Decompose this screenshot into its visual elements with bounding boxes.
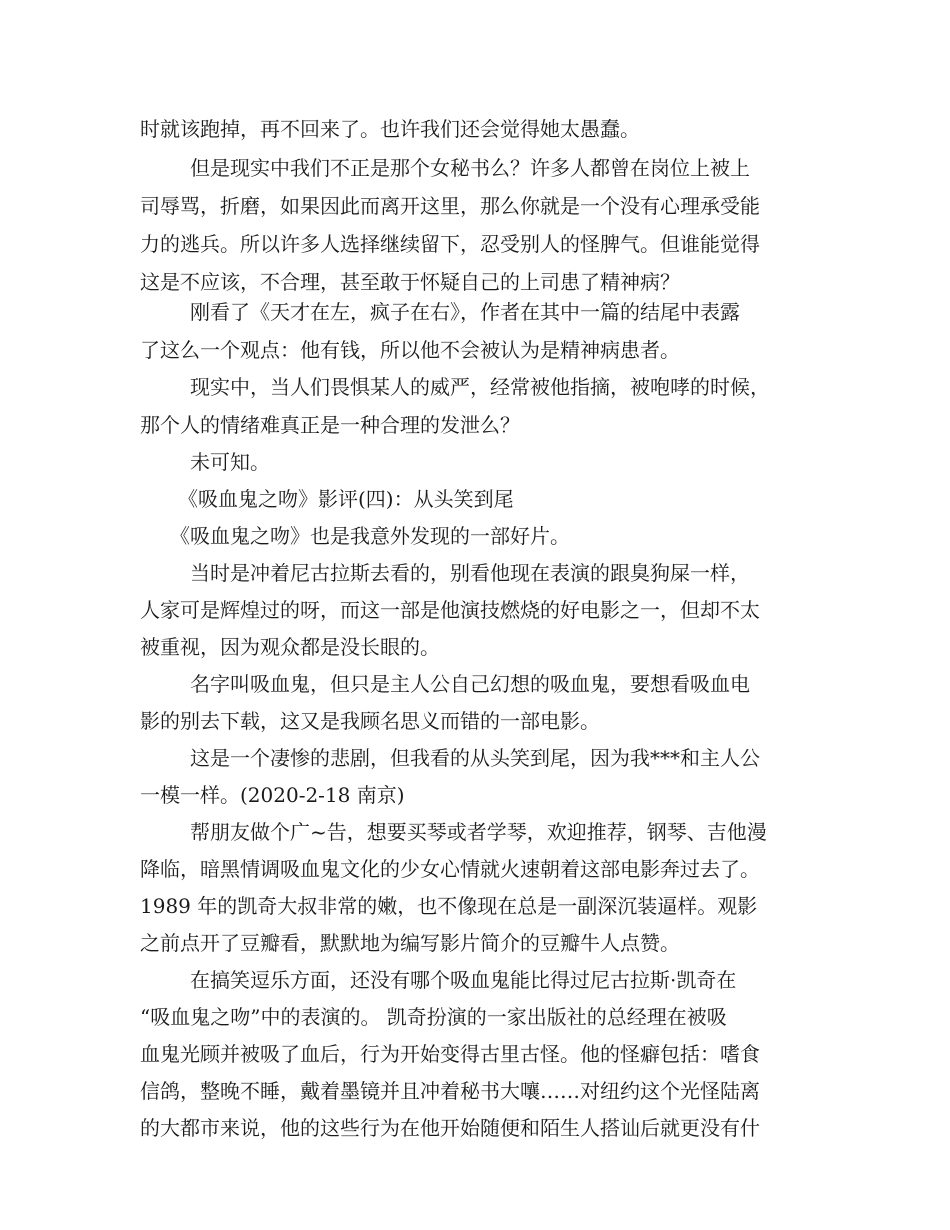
paragraph-first-line: 帮朋友做个广~告，想要买琴或者学琴，欢迎推荐，钢琴、吉他漫 (190, 820, 767, 844)
text-line: 司辱骂，折磨，如果因此而离开这里，那么你就是一个没有心理承受能 (140, 194, 760, 218)
text-line: 了这么一个观点：他有钱，所以他不会被认为是精神病患者。 (140, 338, 680, 362)
text-line: 这是不应该，不合理，甚至敢于怀疑自己的上司患了精神病？ (140, 270, 680, 294)
text-line: 之前点开了豆瓣看，默默地为编写影片简介的豆瓣牛人点赞。 (140, 931, 680, 955)
paragraph-first-line: 在搞笑逗乐方面，还没有哪个吸血鬼能比得过尼古拉斯·凯奇在 (190, 968, 737, 992)
text-line: 血鬼光顾并被吸了血后，行为开始变得古里古怪。他的怪癖包括：嗜食 (140, 1042, 760, 1066)
paragraph-first-line: 名字叫吸血鬼，但只是主人公自己幻想的吸血鬼，要想看吸血电 (190, 672, 750, 696)
text-line: 那个人的情绪难真正是一种合理的发泄么？ (140, 413, 520, 437)
paragraph-first-line: 这是一个凄惨的悲剧，但我看的从头笑到尾，因为我***和主人公 (190, 746, 760, 770)
paragraph-first-line: 刚看了《天才在左，疯子在右》，作者在其中一篇的结尾中表露 (190, 300, 740, 324)
text-line: 影的别去下载，这又是我顾名思义而错的一部电影。 (140, 709, 600, 733)
paragraph-first-line: 《吸血鬼之吻》也是我意外发现的一部好片。 (170, 524, 570, 548)
text-line: 人家可是辉煌过的呀，而这一部是他演技燃烧的好电影之一，但却不太 (140, 598, 760, 622)
text-line: 的大都市来说，他的这些行为在他开始随便和陌生人搭讪后就更没有什 (140, 1116, 760, 1140)
text-line: 力的逃兵。所以许多人选择继续留下，忍受别人的怪脾气。但谁能觉得 (140, 232, 760, 256)
text-line: 一模一样。(2020-2-18 南京) (140, 783, 405, 807)
paragraph-first-line: 现实中，当人们畏惧某人的威严，经常被他指摘，被咆哮的时候， (190, 375, 770, 399)
text-line: 1989 年的凯奇大叔非常的嫩，也不像现在总是一副深沉装逼样。观影 (140, 894, 758, 918)
paragraph-first-line: 当时是冲着尼古拉斯去看的，别看他现在表演的跟臭狗屎一样， (190, 561, 750, 585)
text-line: 时就该跑掉，再不回来了。也许我们还会觉得她太愚蠢。 (140, 117, 640, 141)
text-line: 信鸽，整晚不睡，戴着墨镜并且冲着秘书大嚷……对纽约这个光怪陆离 (140, 1079, 760, 1103)
text-line: 降临，暗黑情调吸血鬼文化的少女心情就火速朝着这部电影奔过去了。 (140, 857, 760, 881)
text-line: “吸血鬼之吻”中的表演的。 凯奇扮演的一家出版社的总经理在被吸 (140, 1005, 727, 1029)
paragraph-first-line: 但是现实中我们不正是那个女秘书么？许多人都曾在岗位上被上 (190, 156, 750, 180)
section-heading: 《吸血鬼之吻》影评(四)：从头笑到尾 (178, 487, 514, 511)
paragraph-first-line: 未可知。 (190, 450, 270, 474)
text-line: 被重视，因为观众都是没长眼的。 (140, 635, 440, 659)
